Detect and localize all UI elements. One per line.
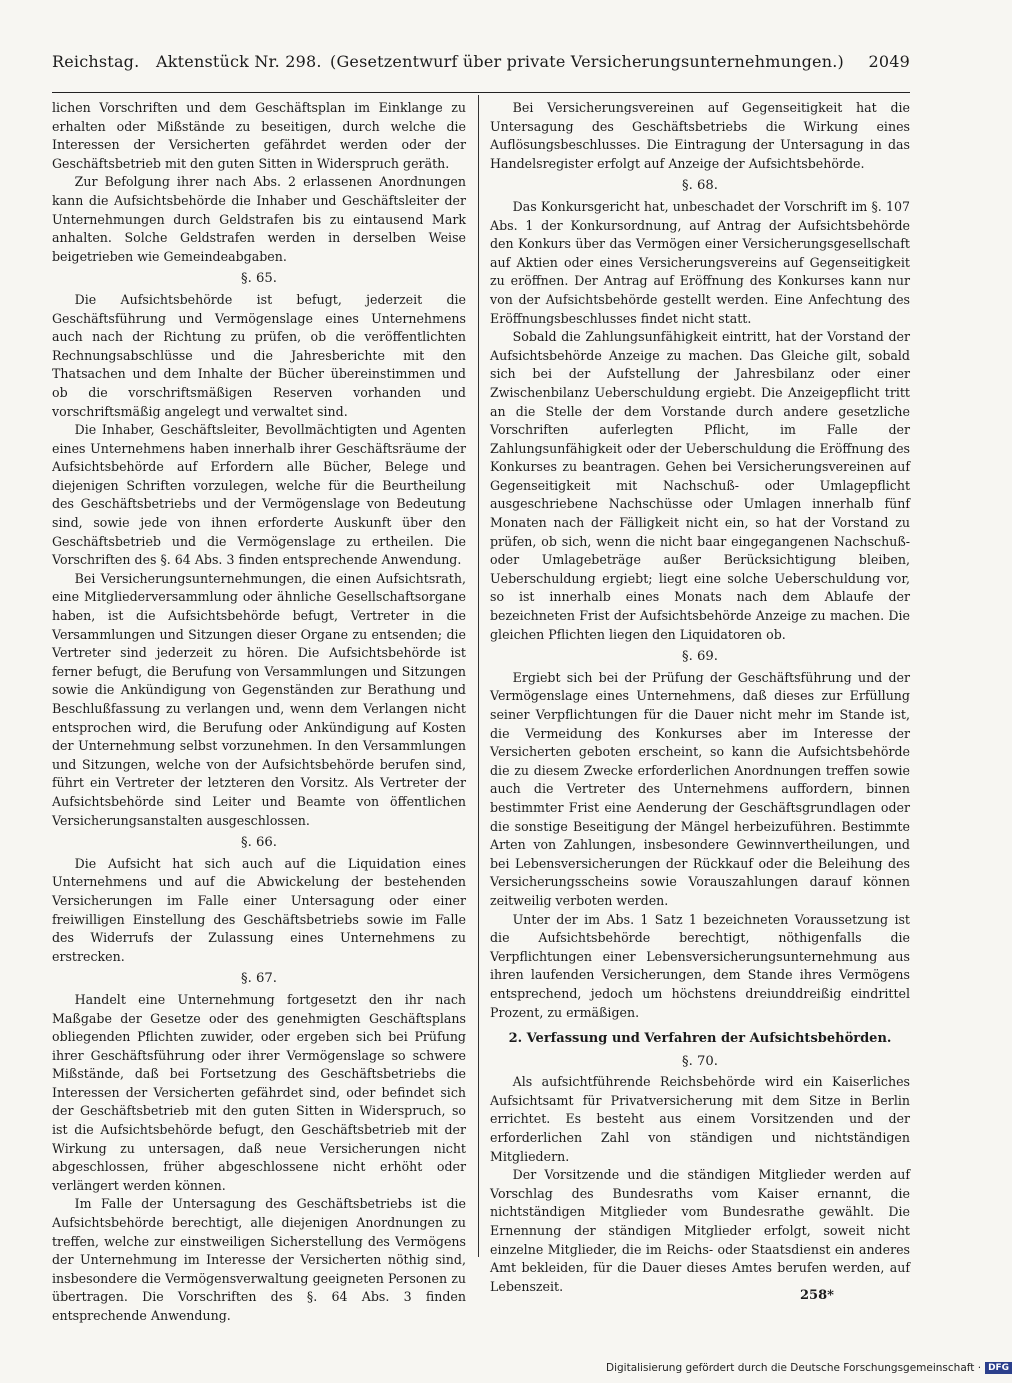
- paragraph: Bei Versicherungsunternehmungen, die einen Aufsichtsrath, eine Mitgliederversammlung oder ähnliche Gesellschaftsorgane haben, ist die Aufsichtsbehörde befugt, Vertreter in die Versammlungen und Sitzungen dieser Organe zu entsenden; die Vertreter sind jederzeit zu hören. Die Aufsichtsbehörde ist ferner befugt, die Berufung von Versammlungen und Sitzungen sowie die Ankündigung von Gegenständen zur Berathung und Beschlußfassung zu verlangen und, wenn dem Verlangen nicht entsprochen wird, die Berufung oder Ankündigung auf Kosten der Unternehmung selbst vorzunehmen. In den Versammlungen und Sitzungen, welche von der Aufsichtsbehörde berufen sind, führt ein Vertreter der letzteren den Vorsitz. Als Vertreter der Aufsichtsbehörde sind Leiter und Beamte von öffentlichen Versicherungsanstalten ausgeschlossen.: [52, 570, 466, 828]
- column-divider: [478, 95, 479, 1257]
- footer-text: Digitalisierung gefördert durch die Deutsche Forschungsgemeinschaft ·: [606, 1362, 982, 1374]
- section-heading: §. 68.: [682, 178, 718, 194]
- header-doc-number: Aktenstück Nr. 298.: [156, 52, 322, 71]
- section-heading: §. 67.: [241, 971, 277, 987]
- header-rule: [52, 92, 910, 93]
- running-header: [52, 52, 910, 82]
- paragraph: Handelt eine Unternehmung fortgesetzt den ihr nach Maßgabe der Gesetze oder des genehmigten Geschäftsplans obliegenden Pflichten zuwider, oder ergeben sich bei Prüfung ihrer Geschäftsführung oder ihrer Vermögenslage so schwere Mißstände, daß bei Fortsetzung des Geschäftsbetriebs die Interessen der Versicherten gefährdet sind, oder befindet sich der Geschäftsbetrieb mit den guten Sitten in Widerspruch, so ist die Aufsichtsbehörde befugt, den Geschäftsbetrieb mit der Wirkung zu untersagen, daß neue Versicherungen nicht abgeschlossen, früher abgeschlossene nicht erhöht oder verlängert werden können.: [52, 991, 466, 1193]
- paragraph: Die Inhaber, Geschäftsleiter, Bevollmächtigten und Agenten eines Unternehmens haben innerhalb ihrer Geschäftsräume der Aufsichtsbehörde auf Erfordern alle Bücher, Belege und diejenigen Schriften vorzulegen, welche für die Beurtheilung des Geschäftsbetriebs und der Vermögenslage von Bedeutung sind, sowie jede von ihnen erforderte Auskunft über den Geschäftsbetrieb und die Vermögenslage zu ertheilen. Die Vorschriften des §. 64 Abs. 3 finden entsprechende Anwendung.: [52, 422, 466, 568]
- section-heading: §. 69.: [682, 649, 718, 665]
- signature-mark: 258*: [800, 1288, 834, 1303]
- paragraph: Sobald die Zahlungsunfähigkeit eintritt, hat der Vorstand der Aufsichtsbehörde Anzeige zu machen. Das Gleiche gilt, sobald sich bei der Aufstellung der Jahresbilanz oder einer Zwischenbilanz Ueberschuldung ergiebt. Die Anzeigepflicht tritt an die Stelle der dem Vorstande durch andere gesetzliche Vorschriften auferlegten Pflicht, im Falle der Zahlungsunfähigkeit oder der Ueberschuldung die Eröffnung des Konkurses zu beantragen. Gehen bei Versicherungsvereinen auf Gegenseitigkeit mit Nachschuß- oder Umlagepflicht ausgeschriebene Nachschüsse oder Umlagen innerhalb fünf Monaten nach der Fälligkeit nicht ein, so hat der Vorstand zu prüfen, ob sich, wenn die nicht baar eingegangenen Nachschuß- oder Umlagebeträge außer Berücksichtigung bleiben, Ueberschuldung ergiebt; liegt eine solche Ueberschuldung vor, so ist innerhalb eines Monats nach dem Ablaufe der bezeichneten Frist der Aufsichtsbehörde Anzeige zu machen. Die gleichen Pflichten liegen den Liquidatoren ob.: [490, 329, 910, 642]
- funding-footer: [606, 1362, 1012, 1374]
- paragraph: Bei Versicherungsvereinen auf Gegenseitigkeit hat die Untersagung des Geschäftsbetriebs die Wirkung eines Auflösungsbeschlusses. Die Eintragung der Untersagung in das Handelsregister erfolgt auf Anzeige der Aufsichtsbehörde.: [490, 100, 910, 171]
- paragraph: Zur Befolgung ihrer nach Abs. 2 erlassenen Anordnungen kann die Aufsichtsbehörde die Inhaber und Geschäftsleiter der Unternehmungen durch Geldstrafen bis zu eintausend Mark anhalten. Solche Geldstrafen werden in derselben Weise beigetrieben wie Gemeindeabgaben.: [52, 174, 466, 264]
- page-number: 2049: [868, 52, 910, 71]
- chapter-heading: 2. Verfassung und Verfahren der Aufsichtsbehörden.: [508, 1031, 892, 1047]
- paragraph: Die Aufsichtsbehörde ist befugt, jederzeit die Geschäftsführung und Vermögenslage eines Unternehmens auch nach der Richtung zu prüfen, ob die veröffentlichten Rechnungsabschlüsse und die Jahresberichte mit den Thatsachen und dem Inhalte der Bücher übereinstimmen und ob die vorschriftsmäßigen Reserven vorhanden und vorschriftsmäßig angelegt und verwaltet sind.: [52, 291, 466, 419]
- paragraph: lichen Vorschriften und dem Geschäftsplan im Einklange zu erhalten oder Mißstände zu beseitigen, durch welche die Interessen der Versicherten gefährdet werden oder der Geschäftsbetrieb mit den guten Sitten in Widerspruch geräth.: [52, 100, 466, 171]
- paragraph: Der Vorsitzende und die ständigen Mitglieder werden auf Vorschlag des Bundesraths vom Kaiser ernannt, die nichtständigen Mitglieder vom Bundesrathe gewählt. Die Ernennung der ständigen Mitglieder erfolgt, soweit nicht einzelne Mitglieder, die im Reichs- oder Staatsdienst ein anderes Amt bekleiden, für die Dauer dieses Amtes berufen werden, auf Lebenszeit.: [490, 1167, 910, 1294]
- paragraph: Ergiebt sich bei der Prüfung der Geschäftsführung und der Vermögenslage eines Unternehmens, daß dieses zur Erfüllung seiner Verpflichtungen für die Dauer nicht mehr im Stande ist, die Vermeidung des Konkurses aber im Interesse der Versicherten geboten erscheint, so kann die Aufsichtsbehörde die zu diesem Zwecke erforderlichen Anordnungen treffen sowie auch die Vertreter des Unternehmens auffordern, binnen bestimmter Frist eine Aenderung der Geschäftsgrundlagen oder die sonstige Beseitigung der Mängel herbeizuführen. Bestimmte Arten von Zahlungen, insbesondere Gewinnvertheilungen, und bei Lebensversicherungen der Rückkauf oder die Beleihung des Versicherungsscheins sowie Vorauszahlungen darauf können zeitweilig verboten werden.: [490, 669, 910, 908]
- paragraph: Unter der im Abs. 1 Satz 1 bezeichneten Voraussetzung ist die Aufsichtsbehörde berechtigt, nöthigenfalls die Verpflichtungen einer Lebensversicherungsunternehmung aus ihren laufenden Versicherungen, dem Stande ihres Vermögens entsprechend, jedoch um höchstens dreiunddreißig eindrittel Prozent, zu ermäßigen.: [490, 911, 910, 1020]
- right-column: [490, 99, 910, 1296]
- header-left: Reichstag.: [52, 52, 140, 71]
- dfg-logo: DFG: [985, 1362, 1012, 1374]
- section-heading: §. 66.: [241, 835, 277, 851]
- paragraph: Als aufsichtführende Reichsbehörde wird ein Kaiserliches Aufsichtsamt für Privatversicherung mit dem Sitze in Berlin errichtet. Es besteht aus einem Vorsitzenden und der erforderlichen Zahl von ständigen und nichtständigen Mitgliedern.: [490, 1074, 910, 1164]
- paragraph: Im Falle der Untersagung des Geschäftsbetriebs ist die Aufsichtsbehörde berechtigt, alle diejenigen Anordnungen zu treffen, welche zur einstweiligen Sicherstellung des Vermögens der Unternehmung im Interesse der Versicherten nöthig sind, insbesondere die Vermögensverwaltung geeigneten Personen zu übertragen. Die Vorschriften des §. 64 Abs. 3 finden entsprechende Anwendung.: [52, 1196, 466, 1323]
- header-title: (Gesetzentwurf über private Versicherungsunternehmungen.): [330, 52, 844, 71]
- paragraph: Das Konkursgericht hat, unbeschadet der Vorschrift im §. 107 Abs. 1 der Konkursordnung, auf Antrag der Aufsichtsbehörde den Konkurs über das Vermögen einer Versicherungsgesellschaft auf Aktien oder eines Versicherungsvereins auf Gegenseitigkeit zu eröffnen. Der Antrag auf Eröffnung des Konkurses kann nur von der Aufsichtsbehörde gestellt werden. Eine Anfechtung des Eröffnungsbeschlusses findet nicht statt.: [490, 198, 910, 326]
- section-heading: §. 70.: [682, 1053, 718, 1069]
- paragraph: Die Aufsicht hat sich auch auf die Liquidation eines Unternehmens und auf die Abwickelung der bestehenden Versicherungen im Falle einer Untersagung oder einer freiwilligen Einstellung des Geschäftsbetriebs sowie im Falle des Widerrufs der Zulassung eines Unternehmens zu erstrecken.: [52, 855, 466, 964]
- left-column: [52, 99, 466, 1326]
- section-heading: §. 65.: [241, 271, 277, 287]
